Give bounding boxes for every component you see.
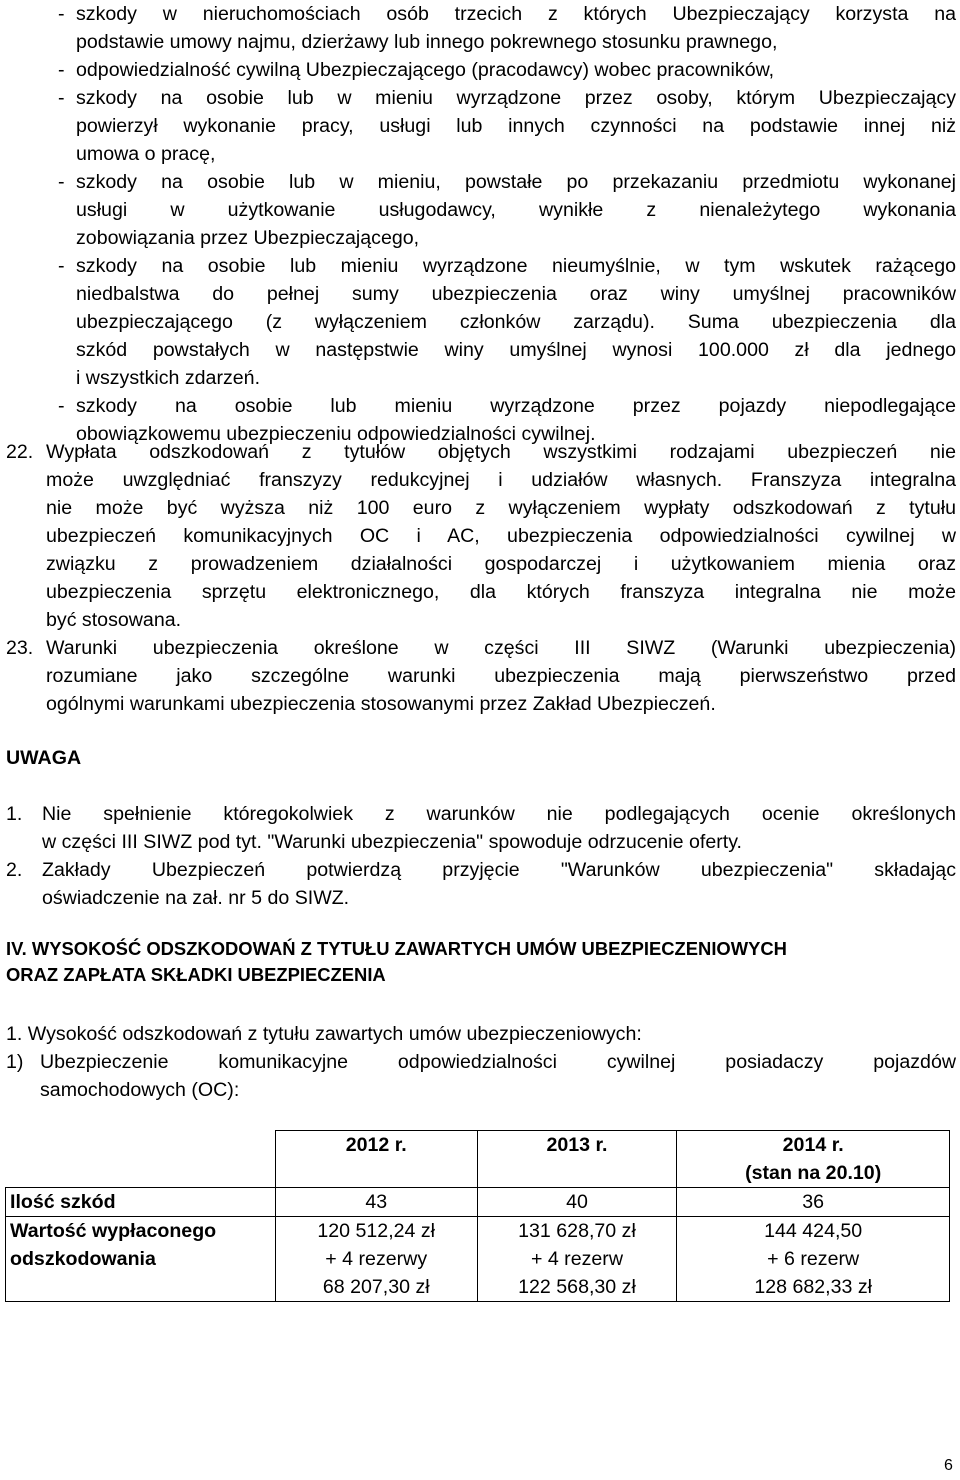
uwaga-number: 2. xyxy=(6,859,23,881)
list-line: podstawie umowy najmu, dzierżawy lub innego pokrewnego stosunku prawnego, xyxy=(76,31,778,53)
list-line: szkody na osobie lub w mieniu wyrządzone przez osoby, którym Ubezpieczający xyxy=(76,87,956,109)
cell-line: 36 xyxy=(802,1191,825,1213)
clause-22 xyxy=(6,438,956,634)
cell-line: 128 682,33 zł xyxy=(754,1276,873,1298)
list-line: szkody w nieruchomościach osób trzecich z których Ubezpieczający korzysta na xyxy=(76,3,956,25)
clause-line: ubezpieczenia sprzętu elektronicznego, dla których franszyza integralna nie może xyxy=(46,581,956,603)
table-row xyxy=(6,1217,950,1302)
header-note: (stan na 20.10) xyxy=(745,1162,882,1184)
oc-insurance-item xyxy=(6,1048,956,1104)
dash-mark: - xyxy=(58,395,65,417)
claims-table xyxy=(5,1130,950,1302)
list-line: szkód powstałych w następstwie winy umyślnej wynosi 100.000 zł dla jednego xyxy=(76,339,956,361)
cell-line: 68 207,30 zł xyxy=(322,1276,430,1298)
list-line: niedbalstwa do pełnej sumy ubezpieczenia oraz winy umyślnej pracowników xyxy=(76,283,956,305)
item-line: samochodowych (OC): xyxy=(40,1079,240,1101)
row-label xyxy=(6,1188,276,1217)
list-item xyxy=(58,168,956,252)
table-cell xyxy=(275,1217,477,1302)
row-label-line: odszkodowania xyxy=(10,1248,156,1270)
table-header-2014 xyxy=(677,1131,950,1188)
clause-line: ubezpieczeń komunikacyjnych OC i AC, ubezpieczenia odpowiedzialności cywilnej w xyxy=(46,525,956,547)
uwaga-list xyxy=(6,800,956,912)
table-cell xyxy=(677,1188,950,1217)
clause-number: 22. xyxy=(6,441,34,463)
list-line: powierzył wykonanie pracy, usługi lub innych czynności na podstawie innej niż xyxy=(76,115,956,137)
list-line: ubezpieczającego (z wyłączeniem członków zarządu). Suma ubezpieczenia dla xyxy=(76,311,956,333)
dash-mark: - xyxy=(58,59,65,81)
table-header-row xyxy=(6,1131,950,1188)
cell-line: 122 568,30 zł xyxy=(518,1276,636,1298)
header-label: 2014 r. xyxy=(782,1134,844,1156)
section-iv-item-1 xyxy=(6,1048,956,1104)
table-header-empty xyxy=(6,1131,276,1188)
cell-line: 144 424,50 xyxy=(764,1220,863,1242)
list-line: szkody na osobie lub mieniu wyrządzone przez pojazdy niepodlegające xyxy=(76,395,956,417)
page-number: 6 xyxy=(944,1457,953,1474)
cell-line: 43 xyxy=(365,1191,388,1213)
dash-mark: - xyxy=(58,171,65,193)
uwaga-line: Zakłady Ubezpieczeń potwierdzą przyjęcie "Warunków ubezpieczenia" składając xyxy=(42,859,956,881)
list-item xyxy=(58,84,956,168)
clause-line: może uwzględniać franszyzy redukcyjnej i udziałów własnych. Franszyza integralna xyxy=(46,469,956,491)
heading-line: IV. WYSOKOŚĆ ODSZKODOWAŃ Z TYTUŁU ZAWARTYCH UMÓW UBEZPIECZENIOWYCH xyxy=(6,938,787,959)
row-label-line: Ilość szkód xyxy=(10,1191,116,1213)
clause-line: ogólnymi warunkami ubezpieczenia stosowanymi przez Zakład Ubezpieczeń. xyxy=(46,693,716,715)
item-number: 1) xyxy=(6,1051,24,1073)
exclusions-list xyxy=(58,0,956,448)
list-line: odpowiedzialność cywilną Ubezpieczającego (pracodawcy) wobec pracowników, xyxy=(76,59,775,81)
list-line: obowiązkowemu ubezpieczeniu odpowiedzialności cywilnej. xyxy=(76,423,596,445)
cell-line: + 4 rezerw xyxy=(530,1248,623,1270)
table-cell xyxy=(477,1217,677,1302)
cell-line: 120 512,24 zł xyxy=(317,1220,436,1242)
clause-23 xyxy=(6,634,956,718)
uwaga-line: w części III SIWZ pod tyt. "Warunki ubezpieczenia" spowoduje odrzucenie oferty. xyxy=(42,831,742,853)
cell-line: 131 628,70 zł xyxy=(518,1220,636,1242)
table-row xyxy=(6,1188,950,1217)
list-item xyxy=(58,252,956,392)
clause-line: rozumiane jako szczególne warunki ubezpieczenia mają pierwszeństwo przed xyxy=(46,665,956,687)
list-line: szkody na osobie lub mieniu wyrządzone nieumyślnie, w tym wskutek rażącego xyxy=(76,255,956,277)
uwaga-line: oświadczenie na zał. nr 5 do SIWZ. xyxy=(42,887,350,909)
table-header-2012 xyxy=(275,1131,477,1188)
list-line: umowa o pracę, xyxy=(76,143,216,165)
clause-line: Warunki ubezpieczenia określone w części III SIWZ (Warunki ubezpieczenia) xyxy=(46,637,956,659)
uwaga-item-2 xyxy=(6,856,956,912)
item-line: Ubezpieczenie komunikacyjne odpowiedzialności cywilnej posiadaczy pojazdów xyxy=(40,1051,956,1073)
table-cell xyxy=(477,1188,677,1217)
table-cell xyxy=(677,1217,950,1302)
cell-line: + 4 rezerwy xyxy=(325,1248,428,1270)
uwaga-item-1 xyxy=(6,800,956,856)
cell-line: 40 xyxy=(566,1191,588,1213)
table-header-2013 xyxy=(477,1131,677,1188)
clause-line: związku z prowadzeniem działalności gospodarczej i użytkowaniem mienia oraz xyxy=(46,553,956,575)
dash-mark: - xyxy=(58,255,65,277)
heading-line: ORAZ ZAPŁATA SKŁADKI UBEZPIECZENIA xyxy=(6,964,386,985)
cell-line: + 6 rezerw xyxy=(767,1248,860,1270)
list-line: usługi w użytkowanie usługodawcy, wynikłe z nienależytego wykonania xyxy=(76,199,956,221)
row-label xyxy=(6,1217,276,1302)
clause-line: być stosowana. xyxy=(46,609,182,631)
uwaga-number: 1. xyxy=(6,803,23,825)
list-line: i wszystkich zdarzeń. xyxy=(76,367,261,389)
clause-line: nie może być wyższa niż 100 euro z wyłączeniem wypłaty odszkodowań z tytułu xyxy=(46,497,956,519)
uwaga-line: Nie spełnienie któregokolwiek z warunków nie podlegających ocenie określonych xyxy=(42,803,956,825)
list-item xyxy=(58,0,956,56)
clause-number: 23. xyxy=(6,637,34,659)
header-label: 2013 r. xyxy=(546,1134,608,1156)
list-line: zobowiązania przez Ubezpieczającego, xyxy=(76,227,420,249)
list-line: szkody na osobie lub w mieniu, powstałe po przekazaniu przedmiotu wykonanej xyxy=(76,171,956,193)
section-iv-heading xyxy=(6,936,956,988)
clause-line: Wypłata odszkodowań z tytułów objętych wszystkimi rodzajami ubezpieczeń nie xyxy=(46,441,956,463)
table-cell xyxy=(275,1188,477,1217)
row-label-line: Wartość wypłaconego xyxy=(10,1220,217,1242)
dash-mark: - xyxy=(58,3,65,25)
dash-mark: - xyxy=(58,87,65,109)
numbered-clauses xyxy=(6,438,956,718)
section-iv-paragraph-1: 1. Wysokość odszkodowań z tytułu zawartych umów ubezpieczeniowych: xyxy=(6,1023,642,1045)
header-label: 2012 r. xyxy=(345,1134,407,1156)
uwaga-heading: UWAGA xyxy=(6,747,82,769)
list-item xyxy=(58,56,956,84)
